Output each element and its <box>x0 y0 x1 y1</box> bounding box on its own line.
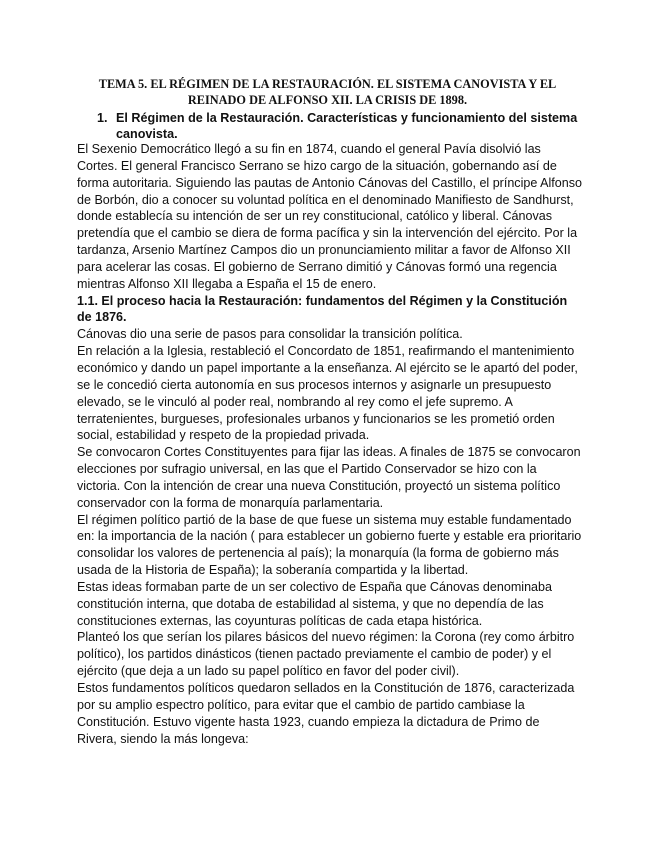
paragraph: Cánovas dio una serie de pasos para consolidar la transición política. <box>77 327 463 342</box>
paragraph: Planteó los que serían los pilares básicos del nuevo régimen: la Corona (rey como árbitro político), los partidos dinásticos (tienen pactado previamente el cambio de poder) y el ejército (que deja a un lado su papel político en favor del poder civil). <box>77 630 575 679</box>
doc-title-line-2: REINADO DE ALFONSO XII. LA CRISIS DE 1898. <box>187 93 468 107</box>
paragraph: Se convocaron Cortes Constituyentes para fijar las ideas. A finales de 1875 se convocaron elecciones por sufragio universal, en las que el Partido Conservador se hizo con la victoria. Con la intención de crear una nueva Constitución, proyectó un sistema político conservador con la forma de monarquía parlamentaria. <box>77 445 581 510</box>
paragraph: Estas ideas formaban parte de un ser colectivo de España que Cánovas denominaba constitución interna, que dotaba de estabilidad al sistema, y que no dependía de las constituciones externas, las coyunturas políticas de cada etapa histórica. <box>77 579 552 628</box>
doc-title-line-1: TEMA 5. EL RÉGIMEN DE LA RESTAURACIÓN. EL SISTEMA CANOVISTA Y EL <box>98 77 557 91</box>
body-text <box>77 141 582 747</box>
paragraph: Estos fundamentos políticos quedaron sellados en la Constitución de 1876, caracterizada por su amplio espectro político, para evitar que el cambio de partido cambiase la Constitución. Estuvo vigente hasta 1923, cuando empieza la dictadura de Primo de Rivera, siendo la más longeva: <box>77 681 575 746</box>
paragraph: En relación a la Iglesia, restableció el Concordato de 1851, reafirmando el mantenimiento económico y dando un papel importante a la enseñanza. Al ejército se le apartó del poder, se le concedió cierta autonomía en sus procesos internos y asignarle un presupuesto elevado, se le vinculó al poder real, nombrando al rey como el jefe supremo. A terratenientes, burgueses, profesionales urbanos y funcionarios se les prometió orden social, estabilidad y respeto de la propiedad privada. <box>77 344 578 443</box>
section-title: El Régimen de la Restauración. Características y funcionamiento del sistema canovista. <box>116 111 578 141</box>
paragraph: El régimen político partió de la base de que fuese un sistema muy estable fundamentado en: la importancia de la nación ( para establecer un gobierno fuerte y estable era prioritario consolidar los valores de pertenencia al país); la monarquía (la forma de gobierno más usada de la Historia de España); la soberanía compartida y la libertad. <box>77 512 582 578</box>
subsection-heading: 1.1. El proceso hacia la Restauración: fundamentos del Régimen y la Constitución de 1876. <box>77 293 568 325</box>
paragraph-intro: El Sexenio Democrático llegó a su fin en 1874, cuando el general Pavía disolvió las Cortes. El general Francisco Serrano se hizo cargo de la situación, gobernando así de forma autoritaria. Siguiendo las pautas de Antonio Cánovas del Castillo, el príncipe Alfonso de Borbón, dio a conocer su voluntad política en el denominado Manifiesto de Sandhurst, donde establecía su intención de ser un rey constitucional, católico y liberal. Cánovas pretendía que el cambio se diera de forma pacífica y sin la intervención del ejército. Por la tardanza, Arsenio Martínez Campos dio un pronunciamiento militar a favor de Alfonso XII para acelerar las cosas. El gobierno de Serrano dimitió y Cánovas formó una regencia mientras Alfonso XII llegaba a España el 15 de enero. <box>77 142 582 291</box>
section-number: 1. <box>97 111 108 125</box>
